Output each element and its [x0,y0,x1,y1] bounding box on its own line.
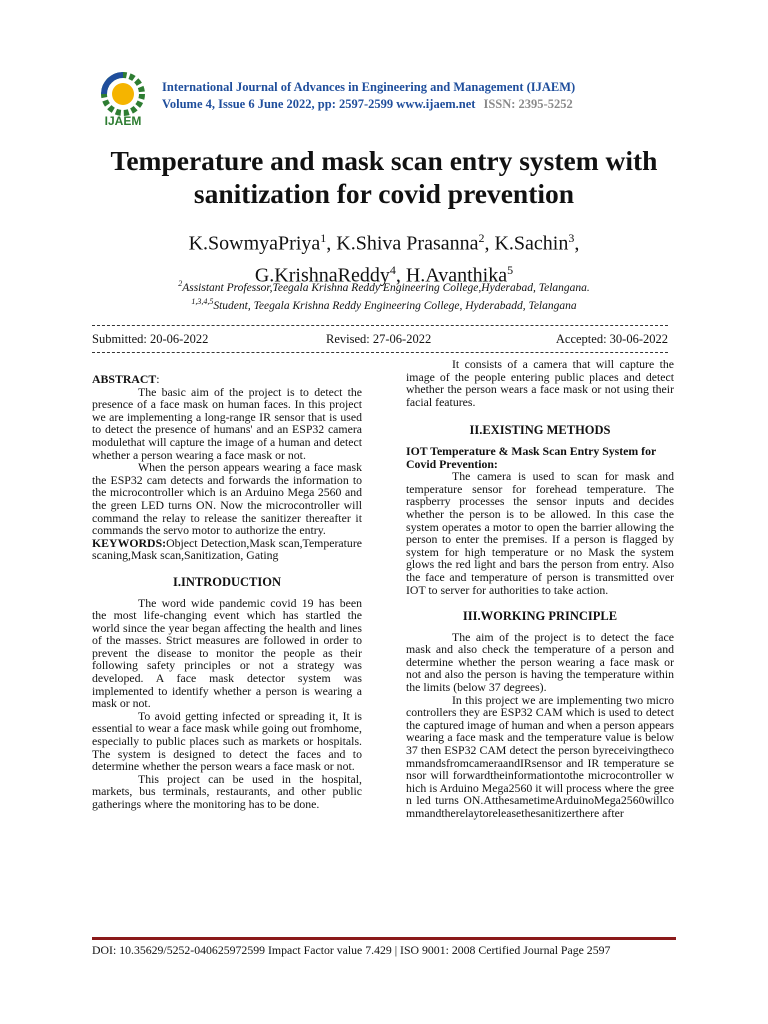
keywords: KEYWORDS:Object Detection,Mask scan,Temperature scaning,Mask scan,Sanitization, Gating [92,535,362,563]
journal-header [92,66,712,128]
issn: ISSN: 2395-5252 [483,97,573,111]
author: H.Avanthika [405,264,508,287]
revised-date: Revised: 27-06-2022 [326,332,432,346]
author: K.Shiva Prasanna [336,232,479,255]
affiliation: $^{1,3,4,5}$Student, Teegala Krishna Reddy Engineering College, Hyderabadd, Telangana [191,296,577,312]
logo-text: IJAEM [104,114,142,128]
left-column [92,373,362,811]
journal-name: International Journal of Advances in Engineering and Management (IJAEM) [162,80,576,94]
author: K.Sachin [494,232,569,255]
body-paragraph: In this project we are implementing two microcontrollers they are ESP32 CAM which is used to detect the captured image of human and when a person appears wearing a face mask and the temperature value is below 37 then ESP32 CAM detect the person byreceivingthecommandsfromcameraandIRsensor and IR temperature sensor will forwardtheinformationtothe microcontroller which is Arduino Mega2560 it will process where the green led turns ON.AtthesametimeArduinoMega2560willcommandtherelaytoreleasethesanitizerthere after [406,692,674,820]
volume-line [162,97,573,112]
accepted-date: Accepted: 30-06-2022 [555,332,668,346]
body-paragraph: The aim of the project is to detect the face mask and also check the temperature of a person and determine whether the person wearing a face mask or not and also the person is having the temperature within the limits (below 37 degrees). [406,629,674,695]
footer-rule [92,937,676,940]
footer-citation: DOI: 10.35629/5252-040625972599 Impact Factor value 7.429 | ISO 9001: 2008 Certified Journal Page 2597 [92,943,611,957]
affiliations [60,277,708,313]
submitted-date: Submitted: 20-06-2022 [92,332,209,346]
body-paragraph: It consists of a camera that will capture the image of the people entering public places and detect whether the person wears a face mask or not using their facial features. [406,357,674,409]
section-heading: III.WORKING PRINCIPLE [462,609,618,624]
divider-top [92,325,668,326]
paper-title: Temperature and mask scan entry system with sanitization for covid prevention [110,145,658,209]
volume-info: Volume 4, Issue 6 June 2022, pp: 2597-2599 www.ijaem.net [162,97,476,111]
affiliation: $^2$Assistant Professor,Teegala Krishna Reddy Engineering College,Hyderabad, Telangana. [178,279,590,294]
body-paragraph: The word wide pandemic covid 19 has been the most life-changing event which has startled the world since the year began affecting the health and lines of the masses. Strict measures are followed in order to prevent the disease to monitor the people as their following safety principles or not a strategy was developed. A face mask detector system was implemented to identify whether a person is wearing a mask or not. [92,595,362,711]
body-paragraph: To avoid getting infected or spreading it, It is essential to wear a face mask while going out fromhome, especially to public places such as markets or hospitals. The system is designed to detect the faces and to determine whether the person wears a face mask or not. [92,708,362,774]
abstract-paragraph: The basic aim of the project is to detect the presence of a face mask on human faces. In this project we are implementing a long-range IR sensor that is used to detect the presence of humans' and an ESP32 camera modulethat will capture the image of a human and detect whether a person wearing a face mask or not. [92,384,362,462]
section-heading: I.INTRODUCTION [172,574,281,589]
divider-bottom [92,352,668,353]
body-paragraph: The camera is used to scan for mask and temperature sensor for forehead temperature. The raspberry processes the sensor inputs and decides whether the person is to be allowed. In this case the system operates a motor to open the barrier allowing the person to enter the premises. If a person is flagged by system for high temperature or no Mask the system glows the red light and bars the person from entry. Also the face and temperature of person is transmitted over IOT to server for authorities to take action. [406,469,674,597]
ijaem-logo-icon [92,70,154,128]
abstract-label: ABSTRACT: [92,372,160,386]
body-paragraph: This project can be used in the hospital, markets, bus terminals, restaurants, and other public gatherings where the monitoring has to be done. [92,771,362,811]
author: K.SowmyaPriya [188,232,321,255]
section-heading: II.EXISTING METHODS [469,423,611,438]
right-column [406,358,674,820]
subsection-heading: IOT Temperature & Mask Scan Entry System for Covid Prevention: [406,443,657,471]
abstract-paragraph: When the person appears wearing a face mask the ESP32 cam detects and forwards the information to the microcontroller which is an Arduino Mega 2560 and the green LED turns ON. Now the microcontroller will command the relay to release the sanitizer thereafter it commands the servo motor to authorize the entry. [92,460,362,538]
author: G.KrishnaReddy [254,264,390,287]
author-list: K.SowmyaPriya$^1$, K.Shiva Prasanna$^2$, K.Sachin$^3$, G.KrishnaReddy$^4$, H.Avanthika$^5$ [188,231,580,287]
